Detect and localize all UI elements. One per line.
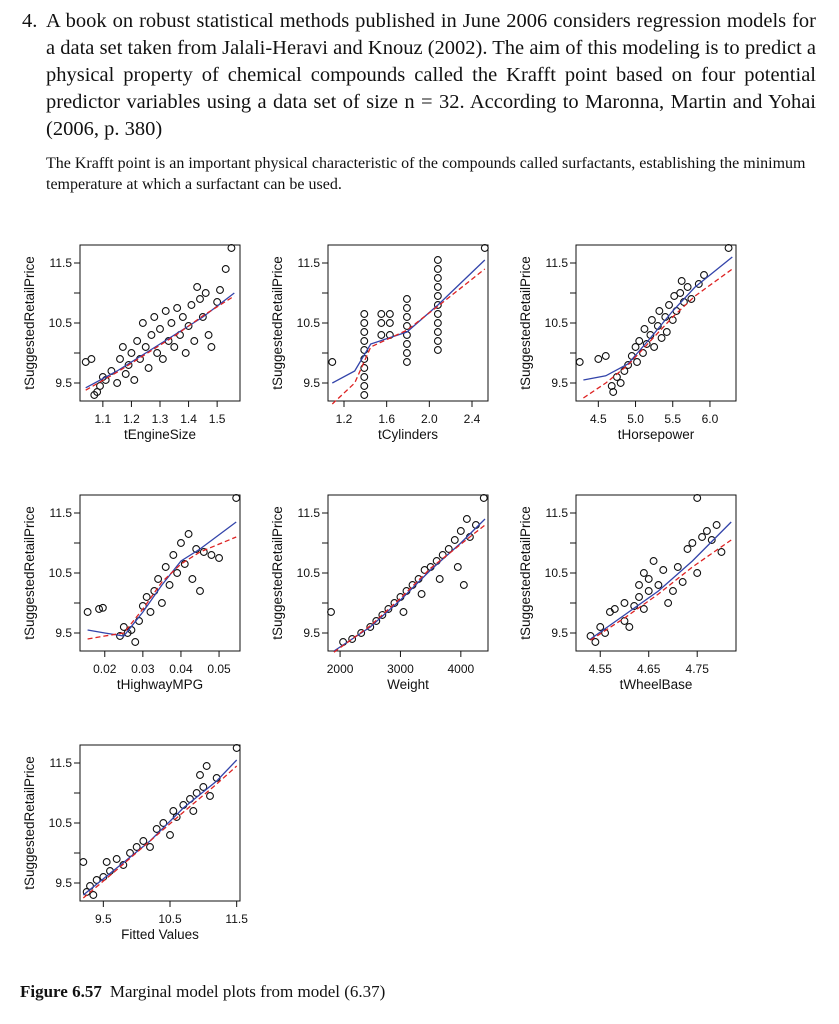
data-point: [208, 552, 215, 559]
data-point: [361, 320, 368, 327]
data-point: [171, 344, 178, 351]
data-point: [328, 609, 335, 616]
data-point: [168, 320, 175, 327]
data-point: [378, 311, 385, 318]
data-point: [378, 320, 385, 327]
y-tick-label: 9.5: [55, 376, 72, 390]
y-tick-label: 9.5: [551, 376, 568, 390]
data-point: [194, 284, 201, 291]
data-point: [645, 576, 652, 583]
data-point: [145, 365, 152, 372]
data-point: [197, 296, 204, 303]
data-point: [634, 359, 641, 366]
plot-tHorsepower: [516, 243, 756, 473]
data-point: [670, 588, 677, 595]
y-axis-label: tSuggestedRetailPrice: [22, 756, 37, 890]
data-point: [713, 522, 720, 529]
data-point: [684, 284, 691, 291]
y-tick-label: 10.5: [544, 316, 568, 330]
x-tick-label: 10.5: [158, 912, 182, 926]
data-point: [640, 570, 647, 577]
data-point: [147, 609, 154, 616]
figure-caption: [20, 982, 385, 1002]
data-point: [460, 582, 467, 589]
x-axis-label: tWheelBase: [619, 677, 693, 692]
plot-Weight: [268, 493, 508, 723]
data-point: [404, 350, 411, 357]
data-point: [203, 763, 210, 770]
data-point: [157, 326, 164, 333]
x-tick-label: 0.05: [207, 662, 231, 676]
data-point: [699, 534, 706, 541]
y-tick-label: 11.5: [49, 756, 72, 770]
x-tick-label: 2000: [326, 662, 354, 676]
y-axis-label: tSuggestedRetailPrice: [270, 256, 285, 390]
block-quote: The Krafft point is an important physical characteristic of the compounds called surfactants, establishing the minimum temperature at which a surfactant can be used.: [46, 155, 806, 193]
data-smooth-line: [591, 522, 732, 639]
data-point: [621, 600, 628, 607]
data-point: [665, 600, 672, 607]
data-point: [640, 606, 647, 613]
x-tick-label: 4000: [447, 662, 475, 676]
x-tick-label: 9.5: [94, 912, 112, 926]
y-tick-label: 9.5: [55, 626, 72, 640]
data-point: [404, 341, 411, 348]
data-point: [418, 591, 425, 598]
y-tick-label: 9.5: [303, 376, 320, 390]
data-point: [131, 377, 138, 384]
data-point: [649, 317, 656, 324]
data-point: [361, 374, 368, 381]
data-point: [205, 332, 212, 339]
x-tick-label: 6.0: [701, 412, 719, 426]
data-point: [80, 859, 87, 866]
y-tick-label: 9.5: [551, 626, 568, 640]
data-point: [655, 582, 662, 589]
data-point: [602, 353, 609, 360]
figure-label: Figure 6.57: [20, 982, 102, 1001]
data-point: [99, 604, 106, 611]
data-point: [645, 588, 652, 595]
y-tick-label: 9.5: [55, 876, 72, 890]
x-axis-label: tHighwayMPG: [116, 677, 204, 692]
data-smooth-line: [86, 293, 235, 388]
data-point: [142, 344, 149, 351]
data-point: [155, 576, 162, 583]
y-axis-label: tSuggestedRetailPrice: [518, 256, 533, 390]
data-point: [233, 745, 240, 752]
data-point: [197, 588, 204, 595]
data-point: [189, 576, 196, 583]
data-point: [651, 344, 658, 351]
data-point: [378, 332, 385, 339]
data-point: [170, 552, 177, 559]
plot-tWheelBase: [516, 493, 756, 723]
data-point: [434, 275, 441, 282]
data-point: [140, 838, 147, 845]
data-point: [626, 624, 633, 631]
data-point: [434, 329, 441, 336]
x-axis-label: Fitted Values: [121, 927, 199, 942]
data-point: [174, 305, 181, 312]
x-tick-label: 4.55: [588, 662, 612, 676]
y-tick-label: 11.5: [49, 256, 72, 270]
x-tick-label: 1.2: [123, 412, 140, 426]
data-point: [167, 832, 174, 839]
data-point: [361, 392, 368, 399]
x-tick-label: 0.02: [93, 662, 117, 676]
data-point: [128, 350, 135, 357]
model-smooth-line: [332, 269, 485, 404]
data-point: [97, 383, 104, 390]
x-tick-label: 2.0: [420, 412, 438, 426]
x-axis-label: tEngineSize: [123, 427, 197, 442]
data-point: [136, 618, 143, 625]
problem-text: A book on robust statistical methods published in June 2006 considers regression models for a data set taken from Jalali-Heravi and Knouz (2002). The aim of this modeling is to predict a physical property of chemical compounds called the Krafft point based on four potential predictor variables using a data set of size n = 32. According to Maronna, Martin and Yohai (2006, p. 380): [46, 10, 816, 140]
data-point: [597, 624, 604, 631]
data-point: [684, 546, 691, 553]
data-point: [113, 856, 120, 863]
data-point: [132, 639, 139, 646]
x-axis-label: tHorsepower: [617, 427, 695, 442]
data-point: [689, 540, 696, 547]
data-smooth-line: [583, 257, 732, 380]
x-axis-label: Weight: [387, 677, 429, 692]
data-point: [151, 314, 158, 321]
data-point: [188, 302, 195, 309]
data-point: [147, 844, 154, 851]
data-point: [84, 609, 91, 616]
data-point: [119, 344, 126, 351]
x-tick-label: 1.5: [208, 412, 226, 426]
data-point: [434, 311, 441, 318]
y-tick-label: 10.5: [296, 316, 320, 330]
y-axis-label: tSuggestedRetailPrice: [22, 256, 37, 390]
x-tick-label: 11.5: [225, 912, 248, 926]
data-point: [434, 284, 441, 291]
data-point: [678, 278, 685, 285]
y-axis-label: tSuggestedRetailPrice: [518, 506, 533, 640]
plot-tHighwayMPG: [20, 493, 260, 723]
y-tick-label: 10.5: [48, 816, 72, 830]
data-point: [329, 359, 336, 366]
data-point: [480, 495, 487, 502]
data-point: [404, 305, 411, 312]
data-point: [217, 287, 224, 294]
y-tick-label: 10.5: [48, 316, 72, 330]
data-point: [454, 564, 461, 571]
x-axis-label: tCylinders: [377, 427, 439, 442]
y-axis-label: tSuggestedRetailPrice: [22, 506, 37, 640]
data-point: [361, 311, 368, 318]
y-tick-label: 10.5: [296, 566, 320, 580]
data-point: [663, 329, 670, 336]
data-point: [162, 564, 169, 571]
data-point: [216, 555, 223, 562]
data-point: [114, 380, 121, 387]
data-point: [617, 380, 624, 387]
data-point: [434, 320, 441, 327]
data-point: [386, 311, 393, 318]
data-point: [154, 350, 161, 357]
data-point: [658, 335, 665, 342]
data-point: [677, 290, 684, 297]
data-point: [679, 579, 686, 586]
data-point: [656, 308, 663, 315]
data-point: [207, 793, 214, 800]
figure-caption-text: Marginal model plots from model (6.37): [109, 982, 386, 1001]
data-point: [434, 266, 441, 273]
data-point: [182, 350, 189, 357]
data-point: [134, 338, 141, 345]
data-point: [434, 347, 441, 354]
x-tick-label: 5.5: [664, 412, 682, 426]
data-point: [595, 356, 602, 363]
data-point: [361, 383, 368, 390]
data-point: [400, 609, 407, 616]
data-point: [90, 892, 97, 899]
x-tick-label: 0.04: [169, 662, 193, 676]
problem-number: 4.: [22, 10, 38, 32]
data-point: [576, 359, 583, 366]
plot-frame: [80, 495, 240, 651]
data-point: [361, 338, 368, 345]
data-point: [694, 495, 701, 502]
plot-Fitted-Values: [20, 743, 260, 973]
data-point: [463, 516, 470, 523]
data-point: [162, 308, 169, 315]
data-point: [434, 293, 441, 300]
data-point: [197, 772, 204, 779]
y-tick-label: 11.5: [545, 256, 568, 270]
data-point: [404, 359, 411, 366]
data-point: [88, 356, 95, 363]
data-point: [222, 266, 229, 273]
plot-frame: [576, 495, 736, 651]
data-point: [117, 356, 124, 363]
data-point: [139, 320, 146, 327]
y-tick-label: 11.5: [545, 506, 568, 520]
data-point: [148, 332, 155, 339]
data-point: [122, 371, 129, 378]
data-point: [704, 528, 711, 535]
data-point: [202, 290, 209, 297]
data-point: [718, 549, 725, 556]
data-point: [404, 296, 411, 303]
plot-tCylinders: [268, 243, 508, 473]
data-point: [641, 326, 648, 333]
data-point: [178, 540, 185, 547]
y-tick-label: 11.5: [49, 506, 72, 520]
data-point: [174, 570, 181, 577]
data-point: [404, 314, 411, 321]
data-point: [636, 338, 643, 345]
data-point: [159, 356, 166, 363]
data-point: [636, 594, 643, 601]
x-tick-label: 4.65: [637, 662, 661, 676]
x-tick-label: 3000: [387, 662, 414, 676]
data-point: [208, 344, 215, 351]
data-point: [666, 302, 673, 309]
x-tick-label: 4.75: [685, 662, 709, 676]
data-point: [434, 257, 441, 264]
data-point: [725, 245, 732, 252]
data-point: [179, 314, 186, 321]
x-tick-label: 1.1: [94, 412, 112, 426]
data-point: [159, 600, 166, 607]
y-axis-label: tSuggestedRetailPrice: [270, 506, 285, 640]
x-tick-label: 4.5: [589, 412, 607, 426]
x-tick-label: 0.03: [131, 662, 155, 676]
x-tick-label: 1.3: [151, 412, 169, 426]
data-point: [636, 582, 643, 589]
model-smooth-line: [591, 540, 732, 640]
data-point: [674, 564, 681, 571]
data-point: [451, 537, 458, 544]
x-tick-label: 1.6: [378, 412, 396, 426]
data-point: [436, 576, 443, 583]
data-point: [650, 558, 657, 565]
model-smooth-line: [583, 269, 732, 398]
data-point: [143, 594, 150, 601]
x-tick-label: 1.4: [180, 412, 197, 426]
data-point: [103, 859, 110, 866]
data-point: [457, 528, 464, 535]
data-point: [694, 570, 701, 577]
y-tick-label: 11.5: [297, 506, 320, 520]
data-point: [185, 531, 192, 538]
data-point: [434, 338, 441, 345]
data-point: [228, 245, 235, 252]
y-tick-label: 10.5: [544, 566, 568, 580]
data-point: [166, 582, 173, 589]
data-point: [592, 639, 599, 646]
data-point: [660, 567, 667, 574]
y-tick-label: 10.5: [48, 566, 72, 580]
data-point: [481, 245, 488, 252]
data-point: [190, 808, 197, 815]
x-tick-label: 2.4: [463, 412, 481, 426]
data-point: [233, 495, 240, 502]
y-tick-label: 9.5: [303, 626, 320, 640]
y-tick-label: 11.5: [297, 256, 320, 270]
data-point: [361, 329, 368, 336]
x-tick-label: 1.2: [335, 412, 353, 426]
x-tick-label: 5.0: [627, 412, 644, 426]
plot-tEngineSize: [20, 243, 260, 473]
data-point: [191, 338, 198, 345]
data-point: [386, 320, 393, 327]
